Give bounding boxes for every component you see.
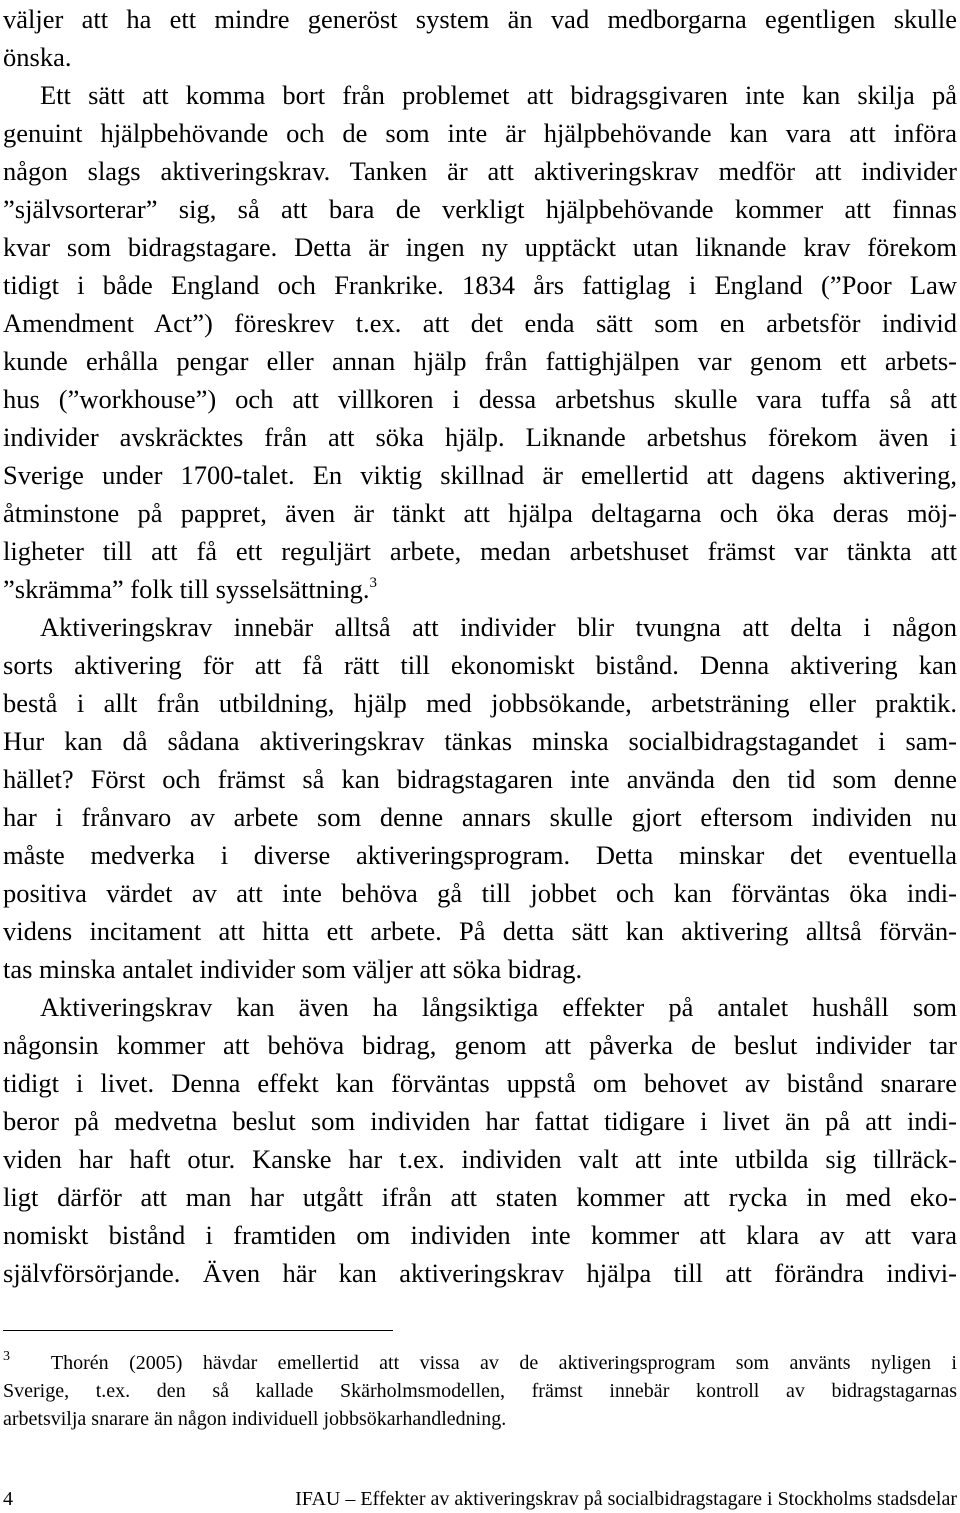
footnote-separator	[3, 1330, 393, 1331]
body-line-10: kunde erhålla pengar eller annan hjälp från fattighjälpen var genom ett arbets-	[3, 346, 957, 376]
footnote-line-1	[3, 1350, 957, 1376]
body-line-18: sorts aktivering för att få rätt till ekonomiskt bistånd. Denna aktivering kan	[3, 650, 957, 680]
body-line-25: videns incitament att hitta ett arbete. På detta sätt kan aktivering alltså förvän-	[3, 916, 957, 946]
running-title: IFAU – Effekter av aktiveringskrav på socialbidragstagare i Stockholms stadsdelar	[295, 1488, 957, 1510]
body-line-11: hus (”workhouse”) och att villkoren i dessa arbetshus skulle vara tuffa så att	[3, 384, 957, 414]
body-line-21: hället? Först och främst så kan bidragstagaren inte använda den tid som denne	[3, 764, 957, 794]
body-line-28: någonsin kommer att behöva bidrag, genom att påverka de beslut individer tar	[3, 1030, 957, 1060]
body-line-20: Hur kan då sådana aktiveringskrav tänkas minska socialbidragstagandet i sam-	[3, 726, 957, 756]
body-line-23: måste medverka i diverse aktiveringsprogram. Detta minskar det eventuella	[3, 840, 957, 870]
body-line-9: Amendment Act”) föreskrev t.ex. att det enda sätt som en arbetsför individ	[3, 308, 957, 338]
body-line-6: ”självsorterar” sig, så att bara de verkligt hjälpbehövande kommer att finnas	[3, 194, 957, 224]
body-line-13: Sverige under 1700-talet. En viktig skillnad är emellertid att dagens aktivering,	[3, 460, 957, 490]
body-line-7: kvar som bidragstagare. Detta är ingen ny upptäckt utan liknande krav förekom	[3, 232, 957, 262]
body-line-12: individer avskräcktes från att söka hjälp. Liknande arbetshus förekom även i	[3, 422, 957, 452]
body-line-8: tidigt i både England och Frankrike. 1834 års fattiglag i England (”Poor Law	[3, 270, 957, 300]
footnote-line-2: Sverige, t.ex. den så kallade Skärholmsmodellen, främst innebär kontroll av bidragstagarnas	[3, 1380, 957, 1402]
footnote-line-1-text: Thorén (2005) hävdar emellertid att vissa av de aktiveringsprogram som använts nyligen i	[50, 1352, 957, 1374]
body-line-17: Aktiveringskrav innebär alltså att individer blir tvungna att delta i någon	[40, 612, 957, 642]
body-line-33: nomiskt bistånd i framtiden om individen inte kommer att klara av att vara	[3, 1220, 957, 1250]
body-line-31: viden har haft otur. Kanske har t.ex. individen valt att inte utbilda sig tillräck-	[3, 1144, 957, 1174]
body-line-1: väljer att ha ett mindre generöst system än vad medborgarna egentligen skulle	[3, 4, 957, 34]
body-line-15: ligheter till att få ett reguljärt arbete, medan arbetshuset främst var tänkta att	[3, 536, 957, 566]
body-line-16	[3, 570, 957, 608]
body-line-34: självförsörjande. Även här kan aktiveringskrav hjälpa till att förändra indivi-	[3, 1258, 957, 1288]
footnote-reference: 3	[369, 575, 378, 591]
body-line-22: har i frånvaro av arbete som denne annars skulle gjort eftersom individen nu	[3, 802, 957, 832]
body-line-29: tidigt i livet. Denna effekt kan förväntas uppstå om behovet av bistånd snarare	[3, 1068, 957, 1098]
body-line-5: någon slags aktiveringskrav. Tanken är att aktiveringskrav medför att individer	[3, 156, 957, 186]
footnote-marker: 3	[3, 1349, 10, 1364]
body-line-16-text: ”skrämma” folk till sysselsättning.	[3, 574, 370, 604]
footnote-line-3: arbetsvilja snarare än någon individuell jobbsökarhandledning.	[3, 1408, 507, 1430]
body-line-24: positiva värdet av att inte behöva gå till jobbet och kan förväntas öka indi-	[3, 878, 957, 908]
body-line-14: åtminstone på pappret, även är tänkt att hjälpa deltagarna och öka deras möj-	[3, 498, 957, 528]
body-line-26: tas minska antalet individer som väljer att söka bidrag.	[3, 954, 583, 984]
body-line-3: Ett sätt att komma bort från problemet att bidragsgivaren inte kan skilja på	[40, 80, 957, 110]
body-line-32: ligt därför att man har utgått ifrån att staten kommer att rycka in med eko-	[3, 1182, 957, 1212]
body-line-19: bestå i allt från utbildning, hjälp med jobbsökande, arbetsträning eller praktik.	[3, 688, 957, 718]
page-number: 4	[3, 1488, 13, 1510]
body-line-4: genuint hjälpbehövande och de som inte är hjälpbehövande kan vara att införa	[3, 118, 957, 148]
body-line-30: beror på medvetna beslut som individen har fattat tidigare i livet än på att indi-	[3, 1106, 957, 1136]
body-line-2: önska.	[3, 42, 72, 72]
body-line-27: Aktiveringskrav kan även ha långsiktiga effekter på antalet hushåll som	[40, 992, 957, 1022]
